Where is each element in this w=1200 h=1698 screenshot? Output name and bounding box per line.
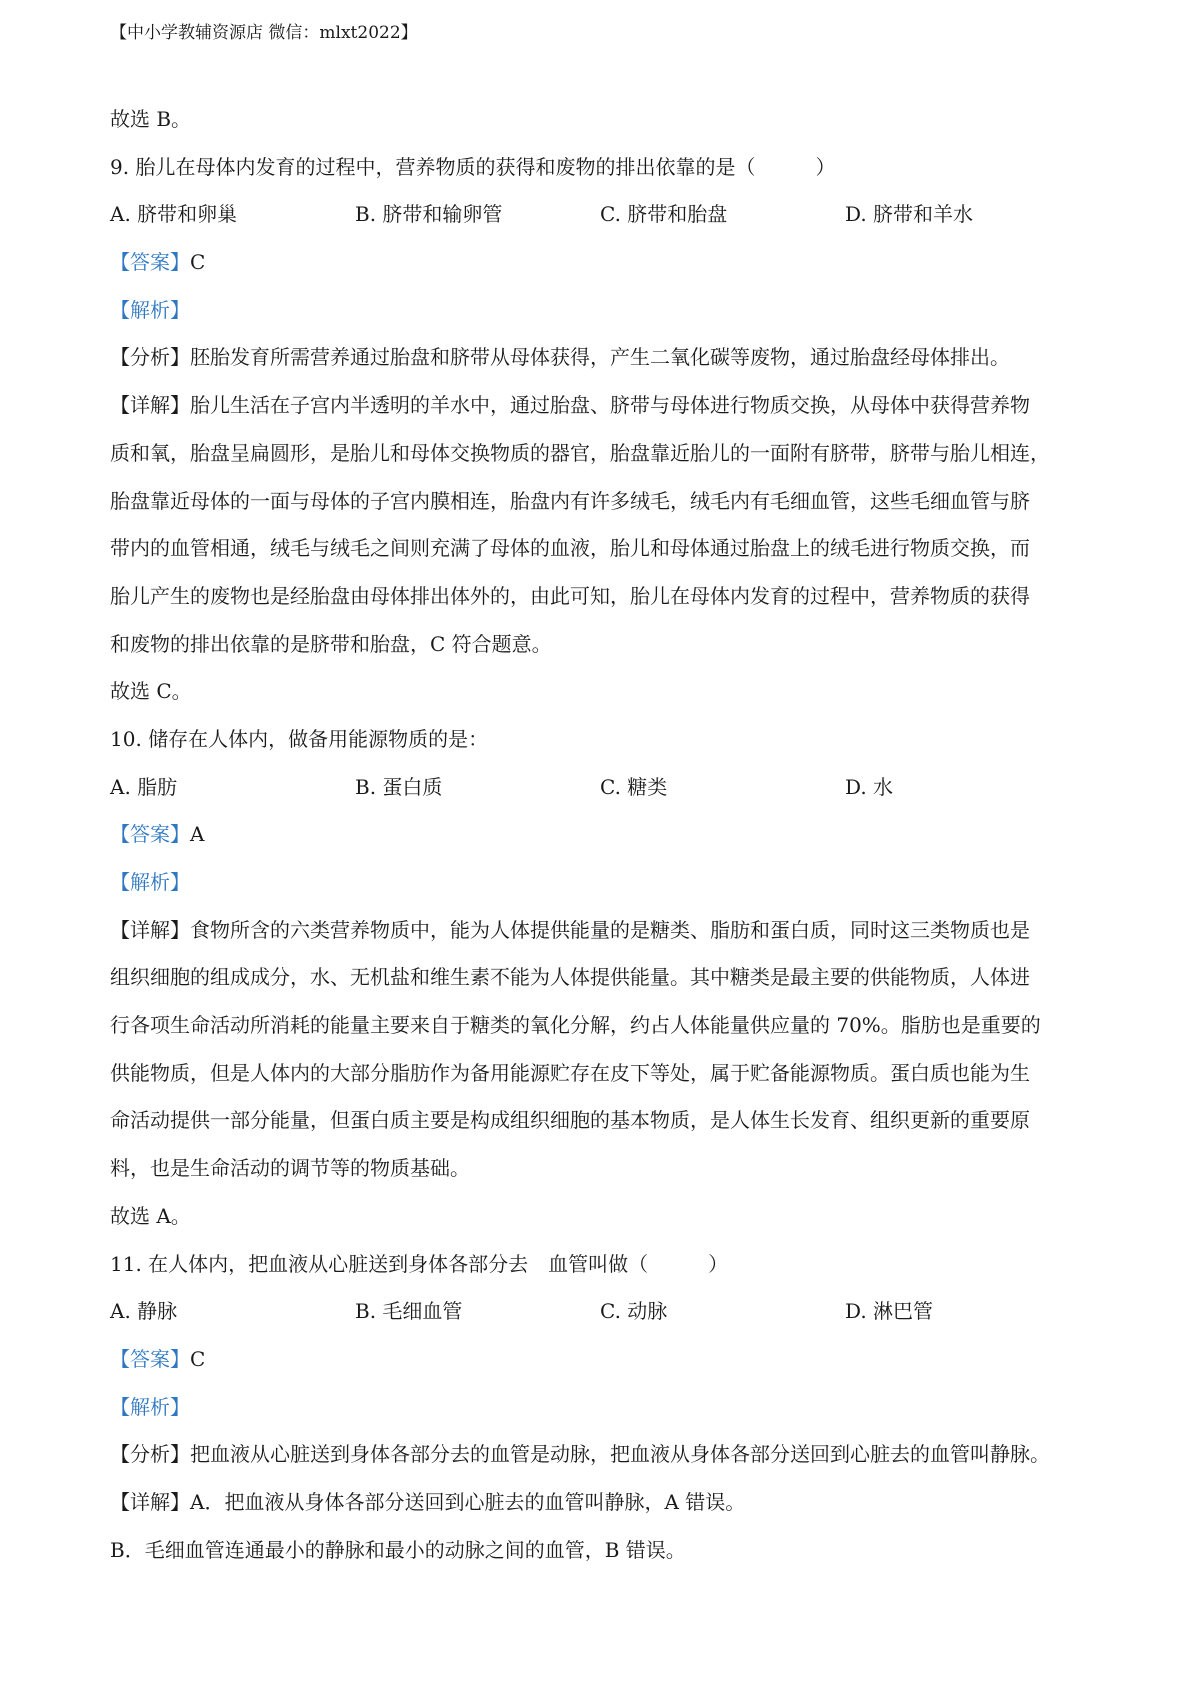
question-9: 9. 胎儿在母体内发育的过程中，营养物质的获得和废物的排出依靠的是（ ） — [110, 154, 836, 179]
answer-label: 【答案】 — [110, 1346, 190, 1371]
answer-line — [110, 1336, 1090, 1384]
page-header: 【中小学教辅资源店 微信：mlxt2022】 — [110, 23, 418, 43]
answer-label: 【答案】 — [110, 250, 190, 275]
paragraph-line: 行各项生命活动所消耗的能量主要来自于糖类的氧化分解，约占人体能量供应量的 70%。脂肪也是重要的 — [110, 1013, 1041, 1038]
analysis-label: 【解析】 — [110, 1394, 190, 1419]
option-d: D. 淋巴管 — [845, 1299, 934, 1324]
question-11: 11. 在人体内，把血液从心脏送到身体各部分去 血管叫做（ ） — [110, 1251, 729, 1276]
answer-value: C — [190, 250, 206, 275]
paragraph-line: 供能物质，但是人体内的大部分脂肪作为备用能源贮存在皮下等处，属于贮备能源物质。蛋白质也能为生 — [110, 1060, 1030, 1085]
conclusion-text: 故选 A。 — [110, 1203, 191, 1228]
paragraph-line: 胎儿产生的废物也是经胎盘由母体排出体外的，由此可知，胎儿在母体内发育的过程中，营养物质的获得 — [110, 583, 1030, 608]
paragraph-line: 质和氧，胎盘呈扁圆形，是胎儿和母体交换物质的器官，胎盘靠近胎儿的一面附有脐带，脐带与胎儿相连， — [110, 440, 1050, 465]
paragraph-line: 胎盘靠近母体的一面与母体的子宫内膜相连，胎盘内有许多绒毛，绒毛内有毛细血管，这些毛细血管与脐 — [110, 488, 1030, 513]
answer-line — [110, 239, 1090, 287]
detail-paragraph — [110, 907, 1090, 1193]
option-b: B. 毛细血管 — [355, 1299, 463, 1324]
analysis-summary: 【分析】胚胎发育所需营养通过胎盘和脐带从母体获得，产生二氧化碳等废物，通过胎盘经母体排出。 — [110, 345, 1010, 370]
detail-line: 【详解】A．把血液从身体各部分送回到心脏去的血管叫静脉，A 错误。 — [110, 1489, 746, 1514]
paragraph-line: 命活动提供一部分能量，但蛋白质主要是构成组织细胞的基本物质，是人体生长发育、组织更新的重要原 — [110, 1108, 1030, 1133]
paragraph-line: 料，也是生命活动的调节等的物质基础。 — [110, 1156, 470, 1181]
option-d: D. 水 — [845, 774, 894, 799]
option-a: A. 脂肪 — [110, 774, 178, 799]
paragraph-line: 【详解】胎儿生活在子宫内半透明的羊水中，通过胎盘、脐带与母体进行物质交换，从母体中获得营养物 — [110, 393, 1030, 418]
answer-label: 【答案】 — [110, 822, 190, 847]
analysis-label: 【解析】 — [110, 297, 190, 322]
conclusion-text: 故选 C。 — [110, 679, 192, 704]
option-d: D. 脐带和羊水 — [845, 202, 974, 227]
analysis-label: 【解析】 — [110, 870, 190, 894]
question-10: 10. 储存在人体内，做备用能源物质的是： — [110, 726, 489, 751]
option-c: C. 动脉 — [600, 1299, 668, 1324]
option-b: B. 脐带和输卵管 — [355, 202, 503, 227]
analysis-summary: 【分析】把血液从心脏送到身体各部分去的血管是动脉，把血液从身体各部分送回到心脏去的血管叫静脉。 — [110, 1442, 1050, 1467]
answer-line — [110, 811, 1090, 859]
detail-line: B．毛细血管连通最小的静脉和最小的动脉之间的血管，B 错误。 — [110, 1537, 686, 1562]
option-c: C. 脐带和胎盘 — [600, 202, 728, 227]
document-body — [110, 96, 1090, 1574]
paragraph-line: 【详解】食物所含的六类营养物质中，能为人体提供能量的是糖类、脂肪和蛋白质，同时这三类物质也是 — [110, 917, 1030, 942]
paragraph-line: 组织细胞的组成成分，水、无机盐和维生素不能为人体提供能量。其中糖类是最主要的供能物质，人体进 — [110, 965, 1030, 990]
question-10-options — [110, 764, 1090, 812]
option-b: B. 蛋白质 — [355, 774, 443, 799]
answer-value: A — [190, 822, 205, 847]
option-a: A. 静脉 — [110, 1299, 178, 1324]
detail-paragraph — [110, 382, 1090, 668]
question-11-options — [110, 1288, 1090, 1336]
question-9-options — [110, 191, 1090, 239]
option-a: A. 脐带和卵巢 — [110, 202, 238, 227]
paragraph-line: 和废物的排出依靠的是脐带和胎盘，C 符合题意。 — [110, 631, 552, 656]
option-c: C. 糖类 — [600, 774, 668, 799]
paragraph-line: 带内的血管相通，绒毛与绒毛之间则充满了母体的血液，胎儿和母体通过胎盘上的绒毛进行物质交换，而 — [110, 536, 1030, 561]
conclusion-text: 故选 B。 — [110, 107, 192, 131]
answer-value: C — [190, 1346, 206, 1371]
